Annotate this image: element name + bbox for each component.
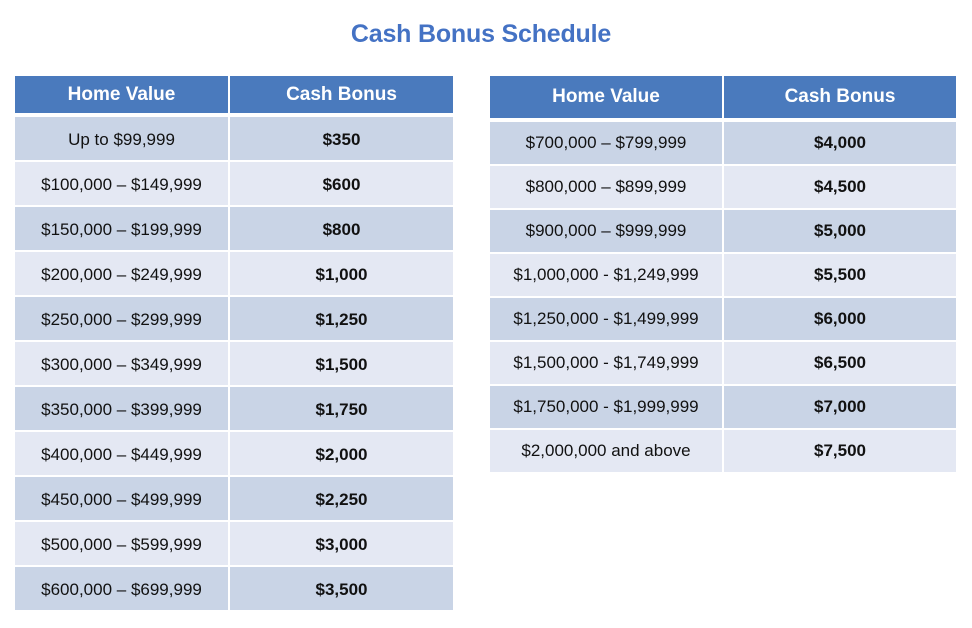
table-row <box>15 432 453 477</box>
table-row <box>490 122 956 166</box>
home-value-text: $2,000,000 and above <box>521 441 691 460</box>
cash-bonus-cell <box>724 298 956 342</box>
cash-bonus-text: $600 <box>322 175 361 194</box>
home-value-cell <box>490 166 722 210</box>
cash-bonus-cell <box>724 430 956 474</box>
table-header-row <box>490 76 956 122</box>
home-value-cell <box>490 254 722 298</box>
home-value-cell <box>15 252 228 297</box>
home-value-cell <box>490 298 722 342</box>
cash-bonus-text: $7,500 <box>814 441 866 460</box>
cash-bonus-text: $5,000 <box>814 221 866 240</box>
table-row <box>15 567 453 612</box>
home-value-text: $1,750,000 - $1,999,999 <box>513 397 699 416</box>
home-value-text: $600,000 – $699,999 <box>41 580 202 599</box>
cash-bonus-cell <box>230 567 453 612</box>
cash-bonus-cell <box>230 387 453 432</box>
cash-bonus-cell <box>724 342 956 386</box>
cash-bonus-cell <box>724 122 956 166</box>
bonus-table-left <box>13 76 455 612</box>
header-home-value: Home Value <box>490 76 722 122</box>
home-value-text: $1,250,000 - $1,499,999 <box>513 309 699 328</box>
cash-bonus-text: $4,000 <box>814 133 866 152</box>
home-value-text: $450,000 – $499,999 <box>41 490 202 509</box>
home-value-text: $900,000 – $999,999 <box>525 221 687 240</box>
cash-bonus-cell <box>230 477 453 522</box>
home-value-cell <box>490 386 722 430</box>
table-header-row <box>15 76 453 117</box>
cash-bonus-text: $1,500 <box>315 355 368 374</box>
home-value-cell <box>15 162 228 207</box>
table-row <box>15 207 453 252</box>
home-value-text: $400,000 – $449,999 <box>41 445 202 464</box>
cash-bonus-text: $350 <box>322 130 361 149</box>
cash-bonus-cell <box>724 210 956 254</box>
home-value-cell <box>15 522 228 567</box>
table-row <box>15 387 453 432</box>
table-row <box>15 252 453 297</box>
table-row <box>15 117 453 162</box>
table-row <box>15 477 453 522</box>
cash-bonus-text: $5,500 <box>814 265 866 284</box>
table-row <box>15 162 453 207</box>
home-value-text: Up to $99,999 <box>68 130 175 149</box>
home-value-text: $1,000,000 - $1,249,999 <box>513 265 699 284</box>
cash-bonus-text: $7,000 <box>814 397 866 416</box>
cash-bonus-text: $1,250 <box>315 310 368 329</box>
home-value-text: $1,500,000 - $1,749,999 <box>513 353 699 372</box>
home-value-cell <box>15 477 228 522</box>
home-value-text: $800,000 – $899,999 <box>525 177 687 196</box>
table-row <box>490 298 956 342</box>
table-row <box>490 254 956 298</box>
home-value-cell <box>15 387 228 432</box>
cash-bonus-cell <box>230 117 453 162</box>
home-value-text: $250,000 – $299,999 <box>41 310 202 329</box>
cash-bonus-text: $6,500 <box>814 353 866 372</box>
cash-bonus-text: $2,000 <box>315 445 368 464</box>
cash-bonus-cell <box>724 386 956 430</box>
home-value-text: $200,000 – $249,999 <box>41 265 202 284</box>
cash-bonus-text: $3,500 <box>315 580 368 599</box>
cash-bonus-cell <box>724 166 956 210</box>
cash-bonus-cell <box>230 162 453 207</box>
table-row <box>490 342 956 386</box>
table-row <box>490 386 956 430</box>
home-value-cell <box>15 432 228 477</box>
home-value-text: $300,000 – $349,999 <box>41 355 202 374</box>
table-row <box>15 342 453 387</box>
home-value-cell <box>490 430 722 474</box>
cash-bonus-text: $4,500 <box>814 177 866 196</box>
cash-bonus-text: $1,000 <box>315 265 368 284</box>
cash-bonus-text: $6,000 <box>814 309 866 328</box>
bonus-table-right <box>488 76 958 474</box>
header-cash-bonus: Cash Bonus <box>724 76 956 122</box>
page-title: Cash Bonus Schedule <box>350 20 612 48</box>
cash-bonus-cell <box>230 522 453 567</box>
home-value-cell <box>15 297 228 342</box>
table-row <box>15 522 453 567</box>
cash-bonus-text: $1,750 <box>315 400 368 419</box>
table-row <box>15 297 453 342</box>
cash-bonus-text: $800 <box>322 220 361 239</box>
table-row <box>490 430 956 474</box>
home-value-text: $100,000 – $149,999 <box>41 175 202 194</box>
home-value-cell <box>15 567 228 612</box>
home-value-text: $150,000 – $199,999 <box>41 220 202 239</box>
cash-bonus-cell <box>230 432 453 477</box>
header-home-value: Home Value <box>15 76 228 117</box>
home-value-text: $500,000 – $599,999 <box>41 535 202 554</box>
home-value-cell <box>490 122 722 166</box>
home-value-cell <box>15 207 228 252</box>
home-value-text: $350,000 – $399,999 <box>41 400 202 419</box>
table-row <box>490 166 956 210</box>
home-value-cell <box>15 117 228 162</box>
home-value-cell <box>15 342 228 387</box>
home-value-cell <box>490 342 722 386</box>
cash-bonus-cell <box>230 297 453 342</box>
cash-bonus-cell <box>230 342 453 387</box>
cash-bonus-cell <box>230 207 453 252</box>
table-row <box>490 210 956 254</box>
cash-bonus-text: $3,000 <box>315 535 368 554</box>
cash-bonus-cell <box>230 252 453 297</box>
home-value-text: $700,000 – $799,999 <box>525 133 687 152</box>
header-cash-bonus: Cash Bonus <box>230 76 453 117</box>
cash-bonus-text: $2,250 <box>315 490 368 509</box>
cash-bonus-cell <box>724 254 956 298</box>
home-value-cell <box>490 210 722 254</box>
